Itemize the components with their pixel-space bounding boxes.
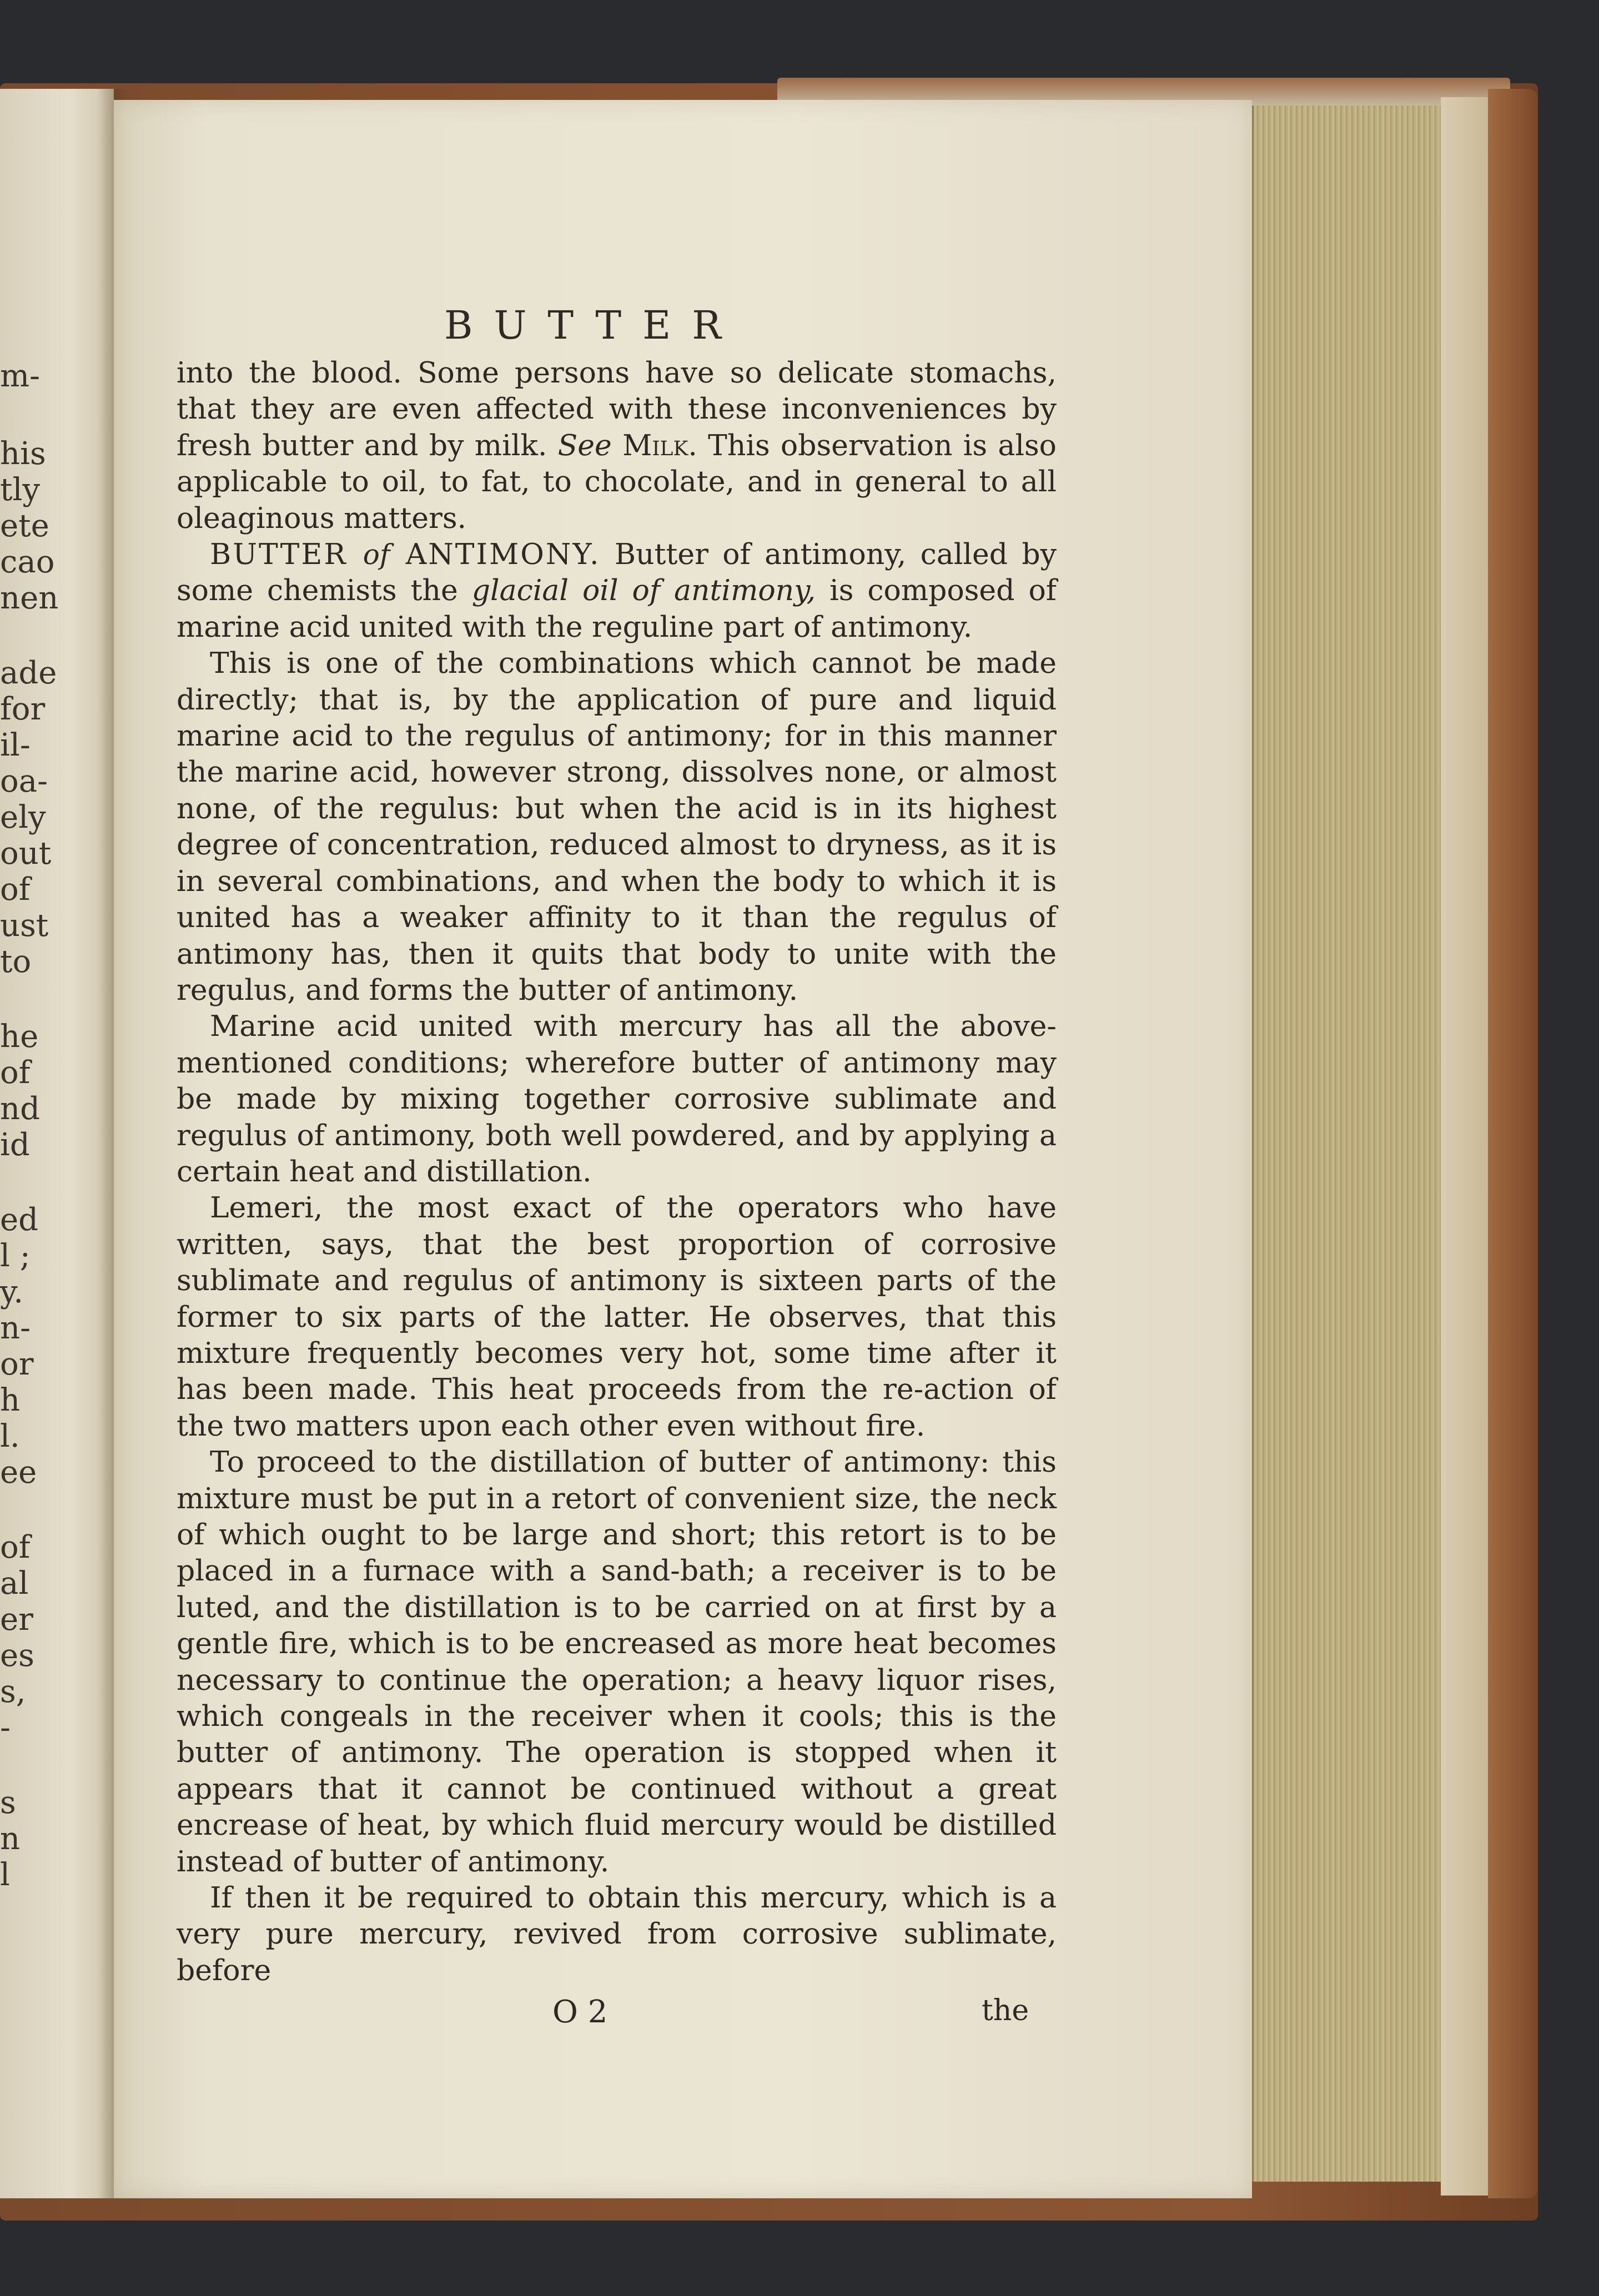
page-text — [177, 355, 1057, 1989]
see-label: See — [557, 429, 612, 462]
paragraph-2-text-b: is composed of marine acid united with the reguline part of antimony. — [177, 574, 1057, 644]
see-target: Milk. — [622, 429, 697, 462]
left-page-fragment: n- — [0, 1310, 31, 1346]
left-page-fragment: - — [0, 1710, 11, 1746]
left-page-fragment: nd — [0, 1091, 40, 1127]
entry-title-of: of — [363, 538, 390, 571]
left-page-fragment: of — [0, 872, 31, 908]
left-page-fragment: nen — [0, 580, 59, 616]
paragraph-4: Marine acid united with mercury has all the above-mentioned conditions; wherefore butter of antimony may be made by mixing together corrosive sublimate and regulus of antimony, both well powdered, and by applying a certain heat and distillation. — [177, 1010, 1057, 1189]
left-page-fragment: to — [0, 944, 32, 980]
left-page-fragment: ely — [0, 799, 46, 835]
paragraph-7: If then it be required to obtain this mercury, which is a very pure mercury, revived from corrosive sublimate, before — [177, 1881, 1057, 1987]
paragraph-1-line-1: into the blood. Some persons have so delicate stomachs, — [177, 356, 1057, 390]
signature-mark: O 2 — [552, 1994, 608, 2030]
paragraph-1 — [177, 355, 1057, 537]
running-head: BUTTER — [444, 303, 742, 348]
left-page-fragment: l. — [0, 1418, 20, 1454]
left-page-fragment: ee — [0, 1454, 37, 1491]
paragraph-1-line-2: that they are even affected with these inconveniences by — [177, 392, 1057, 426]
left-page-fragment: er — [0, 1602, 33, 1638]
left-page-fragment: oa- — [0, 763, 48, 799]
paragraph-5: Lemeri, the most exact of the operators who have written, says, that the best proportion of corrosive sublimate and regulus of antimony is sixteen parts of the former to six parts of the latter. He observes, that this mixture frequently becomes very hot, some time after it has been made. This heat proceeds from the re-action of the two matters upon each other even without fire. — [177, 1191, 1057, 1443]
left-page-fragment: l ; — [0, 1238, 31, 1274]
left-page-fragment: of — [0, 1055, 31, 1091]
left-page-fragment: ed — [0, 1202, 38, 1238]
left-page-fragment: of — [0, 1529, 31, 1565]
left-page-fragment: ust — [0, 908, 49, 944]
left-page-fragment: s — [0, 1785, 16, 1821]
paragraph-2 — [177, 537, 1057, 646]
left-page-fragment: or — [0, 1346, 34, 1382]
left-page-fragment: h — [0, 1382, 21, 1418]
page-block-edge — [1252, 105, 1442, 2182]
left-page-fragment: he — [0, 1019, 39, 1055]
paragraph-2-italic: glacial oil of antimony, — [471, 574, 816, 608]
left-page-fragment: es — [0, 1638, 34, 1674]
left-page-fragment: for — [0, 691, 46, 727]
left-page-fragment: tly — [0, 472, 41, 508]
paragraph-3: This is one of the combinations which cannot be made directly; that is, by the application of pure and liquid marine acid to the regulus of antimony; for in this manner the marine acid, however strong, dissolves none, or almost none, of the regulus: but when the acid is in its highest degree of concentration, reduced almost to dryness, as it is in several combinations, and when the body to which it is united has a weaker affinity to it than the regulus of antimony has, then it quits that body to unite with the regulus, and forms the butter of antimony. — [177, 647, 1057, 1007]
left-page-fragment: n — [0, 1821, 21, 1857]
catchword: the — [982, 1994, 1029, 2027]
left-page-fragment: l — [0, 1857, 10, 1893]
left-page-fragment: cao — [0, 544, 55, 580]
entry-title — [210, 538, 601, 571]
left-page-fragment: out — [0, 835, 52, 872]
paragraph-1-tail: This observation is also applicable to oil, to fat, to chocolate, and in general to all oleaginous matters. — [177, 429, 1057, 535]
left-page-fragment: ade — [0, 655, 57, 691]
entry-title-word-2: ANTIMONY. — [405, 538, 601, 572]
page-block-edge-shade — [1441, 97, 1491, 2196]
paragraph-2-text-a: Butter of antimony, called by some chemists the — [177, 538, 1057, 608]
left-page-fragment: his — [0, 436, 46, 472]
paragraph-1-line-3: fresh butter and by milk. — [177, 429, 547, 462]
paragraph-6: To proceed to the distillation of butter of antimony: this mixture must be put in a retort of convenient size, the neck of which ought to be large and short; this retort is to be placed in a furnace with a sand-bath; a receiver is to be luted, and the distillation is to be carried on at first by a gentle fire, which is to be encreased as more heat becomes necessary to continue the operation; a heavy liquor rises, which congeals in the receiver when it cools; this is the butter of antimony. The operation is stopped when it appears that it cannot be continued without a great encrease of heat, by which fluid mercury would be distilled instead of butter of antimony. — [177, 1446, 1057, 1879]
left-page-fragment: al — [0, 1565, 29, 1602]
book-board-edge — [1488, 89, 1538, 2198]
left-page-fragment: id — [0, 1127, 30, 1163]
left-page-fragment: y. — [0, 1274, 23, 1310]
left-page-fragment: ete — [0, 508, 49, 544]
left-page-fragment: il- — [0, 727, 31, 763]
entry-title-word-1: BUTTER — [210, 538, 348, 572]
left-page-fragment: s, — [0, 1674, 26, 1710]
left-page-fragment: m- — [0, 358, 41, 394]
